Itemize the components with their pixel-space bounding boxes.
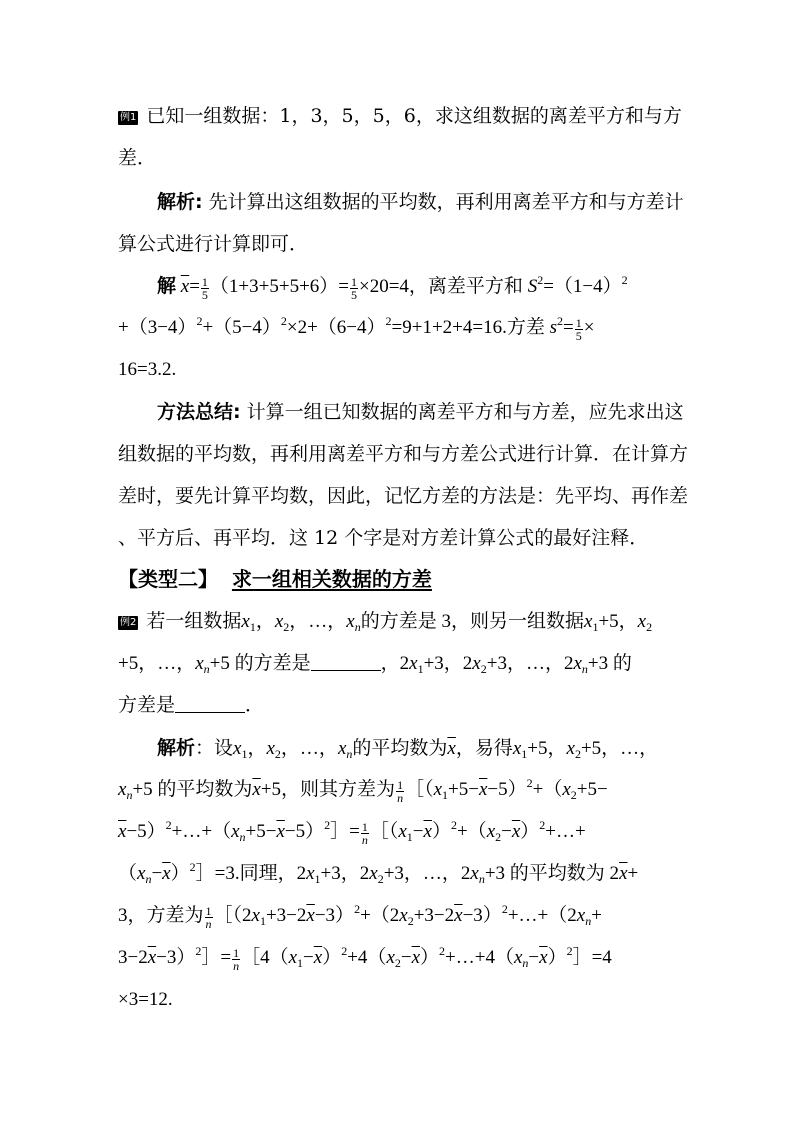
example2-question-line3 (118, 694, 264, 718)
example1-solution-line1 (157, 274, 628, 301)
example1-analysis-line2: 算公式进行计算即可． (118, 233, 309, 255)
example1-badge: 例1 (120, 112, 137, 123)
example2-analysis-line6 (118, 946, 612, 972)
example2-analysis-line4 (118, 862, 638, 886)
example2-analysis-3: $\overline{x}-5)^2+\dots+(x_n+5-\overline{x}-5)^2]=$ $\frac{1}{n}$ $[(x_1-\overline{x})^2+(x_2-\overline{x})^2+\dots+$ (118, 818, 586, 847)
example1-question-line2: 差． (118, 147, 157, 169)
summary-line4: 、平方后、再平均．这 12 个字是对方差计算公式的最好注释． (118, 527, 649, 549)
example2-analysis-4: $(x_n-\overline{x})^2]=3$.同理，$2x_1+3$，$2x_2+3$，…，$2x_n+3$ 的平均数为 $2\overline{x}+$ (118, 860, 639, 886)
example2-question-3: 方差是 ． (118, 695, 265, 716)
section-bracket-label: 【类型二】 (118, 567, 218, 591)
example2-analysis-label: 解析 (157, 737, 196, 759)
section-title: 求一组相关数据的方差 (231, 567, 432, 591)
example2-question-line1 (118, 610, 652, 634)
example1-solution-line3: 16=3.2. (118, 359, 177, 380)
example2-analysis-line1 (157, 736, 658, 761)
summary-label: 方法总结: (157, 401, 241, 423)
summary-line2: 组数据的平均数，再利用离差平方和与方差公式进行计算．在计算方 (118, 443, 689, 465)
example2-question-2: +5，…，$x_n+5$ 的方差是 ，$2x_1+3$，$2x_2+3$，…，$2x_n+3$ 的 (118, 653, 632, 676)
example2-analysis-line2 (118, 778, 608, 804)
example2-analysis-5: 3，方差为 $\frac{1}{n}$ $[(2x_1+3-2\overline{x}-3)^2+(2x_2+3-2\overline{x}-3)^2+\dots+(2x_n+$ (118, 902, 602, 931)
example1-solution-line2 (118, 316, 594, 342)
section-heading (118, 567, 432, 591)
example2-analysis-6: $3-2\overline{x}-3)^2]=$ $\frac{1}{n}$ $[4(x_1-\overline{x})^2+4(x_2-\overline{x})^2+\dots+4(x_n-\overline{x})^2]=4$ (118, 944, 612, 973)
summary-line1 (157, 400, 684, 424)
example2-badge: 例2 (120, 617, 137, 628)
example1-question-text: 已知一组数据：1，3，5，5，6，求这组数据的离差平方和与方 (146, 105, 682, 127)
analysis-text: 先计算出这组数据的平均数，再利用离差平方和与方差计 (208, 191, 684, 213)
summary-text-1: 计算一组已知数据的离差平方和与方差，应先求出这 (246, 401, 684, 423)
example1-analysis-line1 (157, 190, 684, 214)
answer-blank-1[interactable] (311, 652, 381, 671)
example2-analysis-1: ：设$x_1$，$x_2$，…，$x_n$的平均数为$\overline{x}$，易得$x_1+5$，$x_2+5$，…， (195, 738, 659, 761)
example1-question-line1 (118, 104, 682, 128)
solution-label: 解 (157, 275, 177, 297)
example2-analysis-line5 (118, 904, 602, 930)
solution-formula-1: $\overline{x}=$ $\frac{1}{5}$ （1+3+5+5+6）= $\frac{1}{5}$ ×20=4，离差平方和 $S^2=(1-4)^2$ (180, 273, 628, 302)
example2-analysis-2: $x_n+5$ 的平均数为$\overline{x}+5$，则其方差为 $\frac{1}{n}$ $[(x_1+5-\overline{x}-5)^2+(x_2+5-$ (118, 776, 608, 805)
example2-question-1: 若一组数据$x_1$，$x_2$，…，$x_n$的方差是 3，则另一组数据$x_1+5$，$x_2$ (146, 611, 653, 634)
example2-analysis-line7: ×3=12. (118, 989, 173, 1010)
summary-line3: 差时，要先计算平均数，因此，记忆方差的方法是：先平均、再作差 (118, 485, 689, 507)
solution-formula-2: $+(3-4)^2+(5-4)^2\times 2+(6-4)^2=9+1+2+4=16$.方差 $s^2=$ $\frac{1}{5}$ × (118, 314, 595, 343)
example2-question-line2 (118, 652, 632, 676)
analysis-label: 解析: (157, 191, 203, 213)
example2-analysis-line3 (118, 820, 586, 846)
answer-blank-2[interactable] (175, 694, 245, 713)
